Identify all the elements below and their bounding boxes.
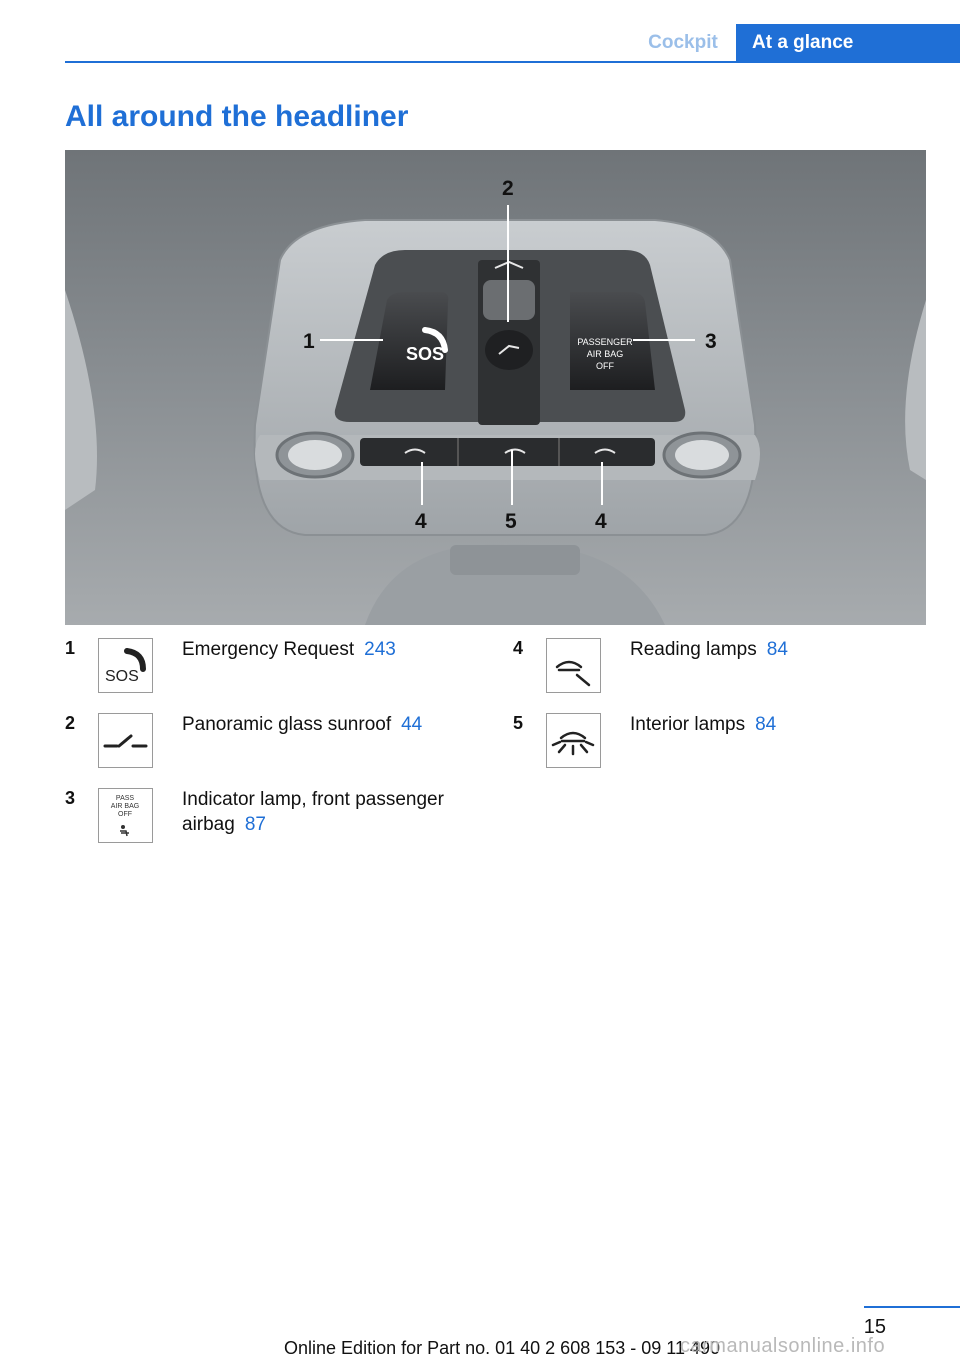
legend-number: 4 xyxy=(513,638,524,658)
page-ref-link[interactable]: 87 xyxy=(244,814,266,835)
page-ref-link[interactable]: 84 xyxy=(766,639,788,660)
sunroof-icon xyxy=(98,713,153,768)
watermark: carmanualsonline.info xyxy=(680,1335,886,1357)
legend-text: Indicator lamp, front passenger airbag 87 xyxy=(182,789,444,835)
photo-airbag-line2: AIR BAG xyxy=(586,349,624,359)
callout-5: 5 xyxy=(505,510,517,533)
sos-call-icon xyxy=(98,638,153,693)
photo-airbag-line3: OFF xyxy=(596,361,614,371)
legend-number: 1 xyxy=(65,638,76,658)
footer-rule xyxy=(864,1306,960,1308)
legend-text: Reading lamps 84 xyxy=(630,639,788,660)
svg-text:AIR BAG: AIR BAG xyxy=(110,803,140,810)
legend-text: Emergency Request 243 xyxy=(182,639,396,660)
page-number: 15 xyxy=(863,1316,886,1338)
callout-3: 3 xyxy=(705,330,717,353)
photo-sos-label: SOS xyxy=(406,344,445,364)
page-ref-link[interactable]: 243 xyxy=(364,639,396,660)
svg-text:SOS: SOS xyxy=(105,668,139,685)
callout-4-right: 4 xyxy=(595,510,607,533)
passenger-airbag-off-icon xyxy=(98,788,153,843)
photo-airbag-line1: PASSENGER xyxy=(577,337,633,347)
legend-text: Panoramic glass sunroof 44 xyxy=(182,714,423,735)
header-chapter-tab[interactable]: At a glance xyxy=(736,24,960,61)
header-section-tab[interactable]: Cockpit xyxy=(648,32,718,53)
page-ref-link[interactable]: 44 xyxy=(401,714,423,735)
headliner-photo xyxy=(65,150,926,625)
legend-number: 5 xyxy=(513,713,524,733)
svg-text:PASS: PASS xyxy=(115,795,135,802)
callout-4-left: 4 xyxy=(415,510,427,533)
page-title: All around the headliner xyxy=(65,100,409,133)
svg-text:OFF: OFF xyxy=(118,811,132,818)
callout-2: 2 xyxy=(502,177,514,200)
header-rule xyxy=(65,61,960,63)
legend-number: 3 xyxy=(65,788,76,808)
callout-1: 1 xyxy=(303,330,315,353)
page-ref-link[interactable]: 84 xyxy=(755,714,777,735)
legend-number: 2 xyxy=(65,713,76,733)
interior-lamp-icon xyxy=(546,713,601,768)
legend-text: Interior lamps 84 xyxy=(630,714,777,735)
reading-lamp-icon xyxy=(546,638,601,693)
edition-note: Online Edition for Part no. 01 40 2 608 153 - 09 11 490 xyxy=(284,1338,720,1358)
